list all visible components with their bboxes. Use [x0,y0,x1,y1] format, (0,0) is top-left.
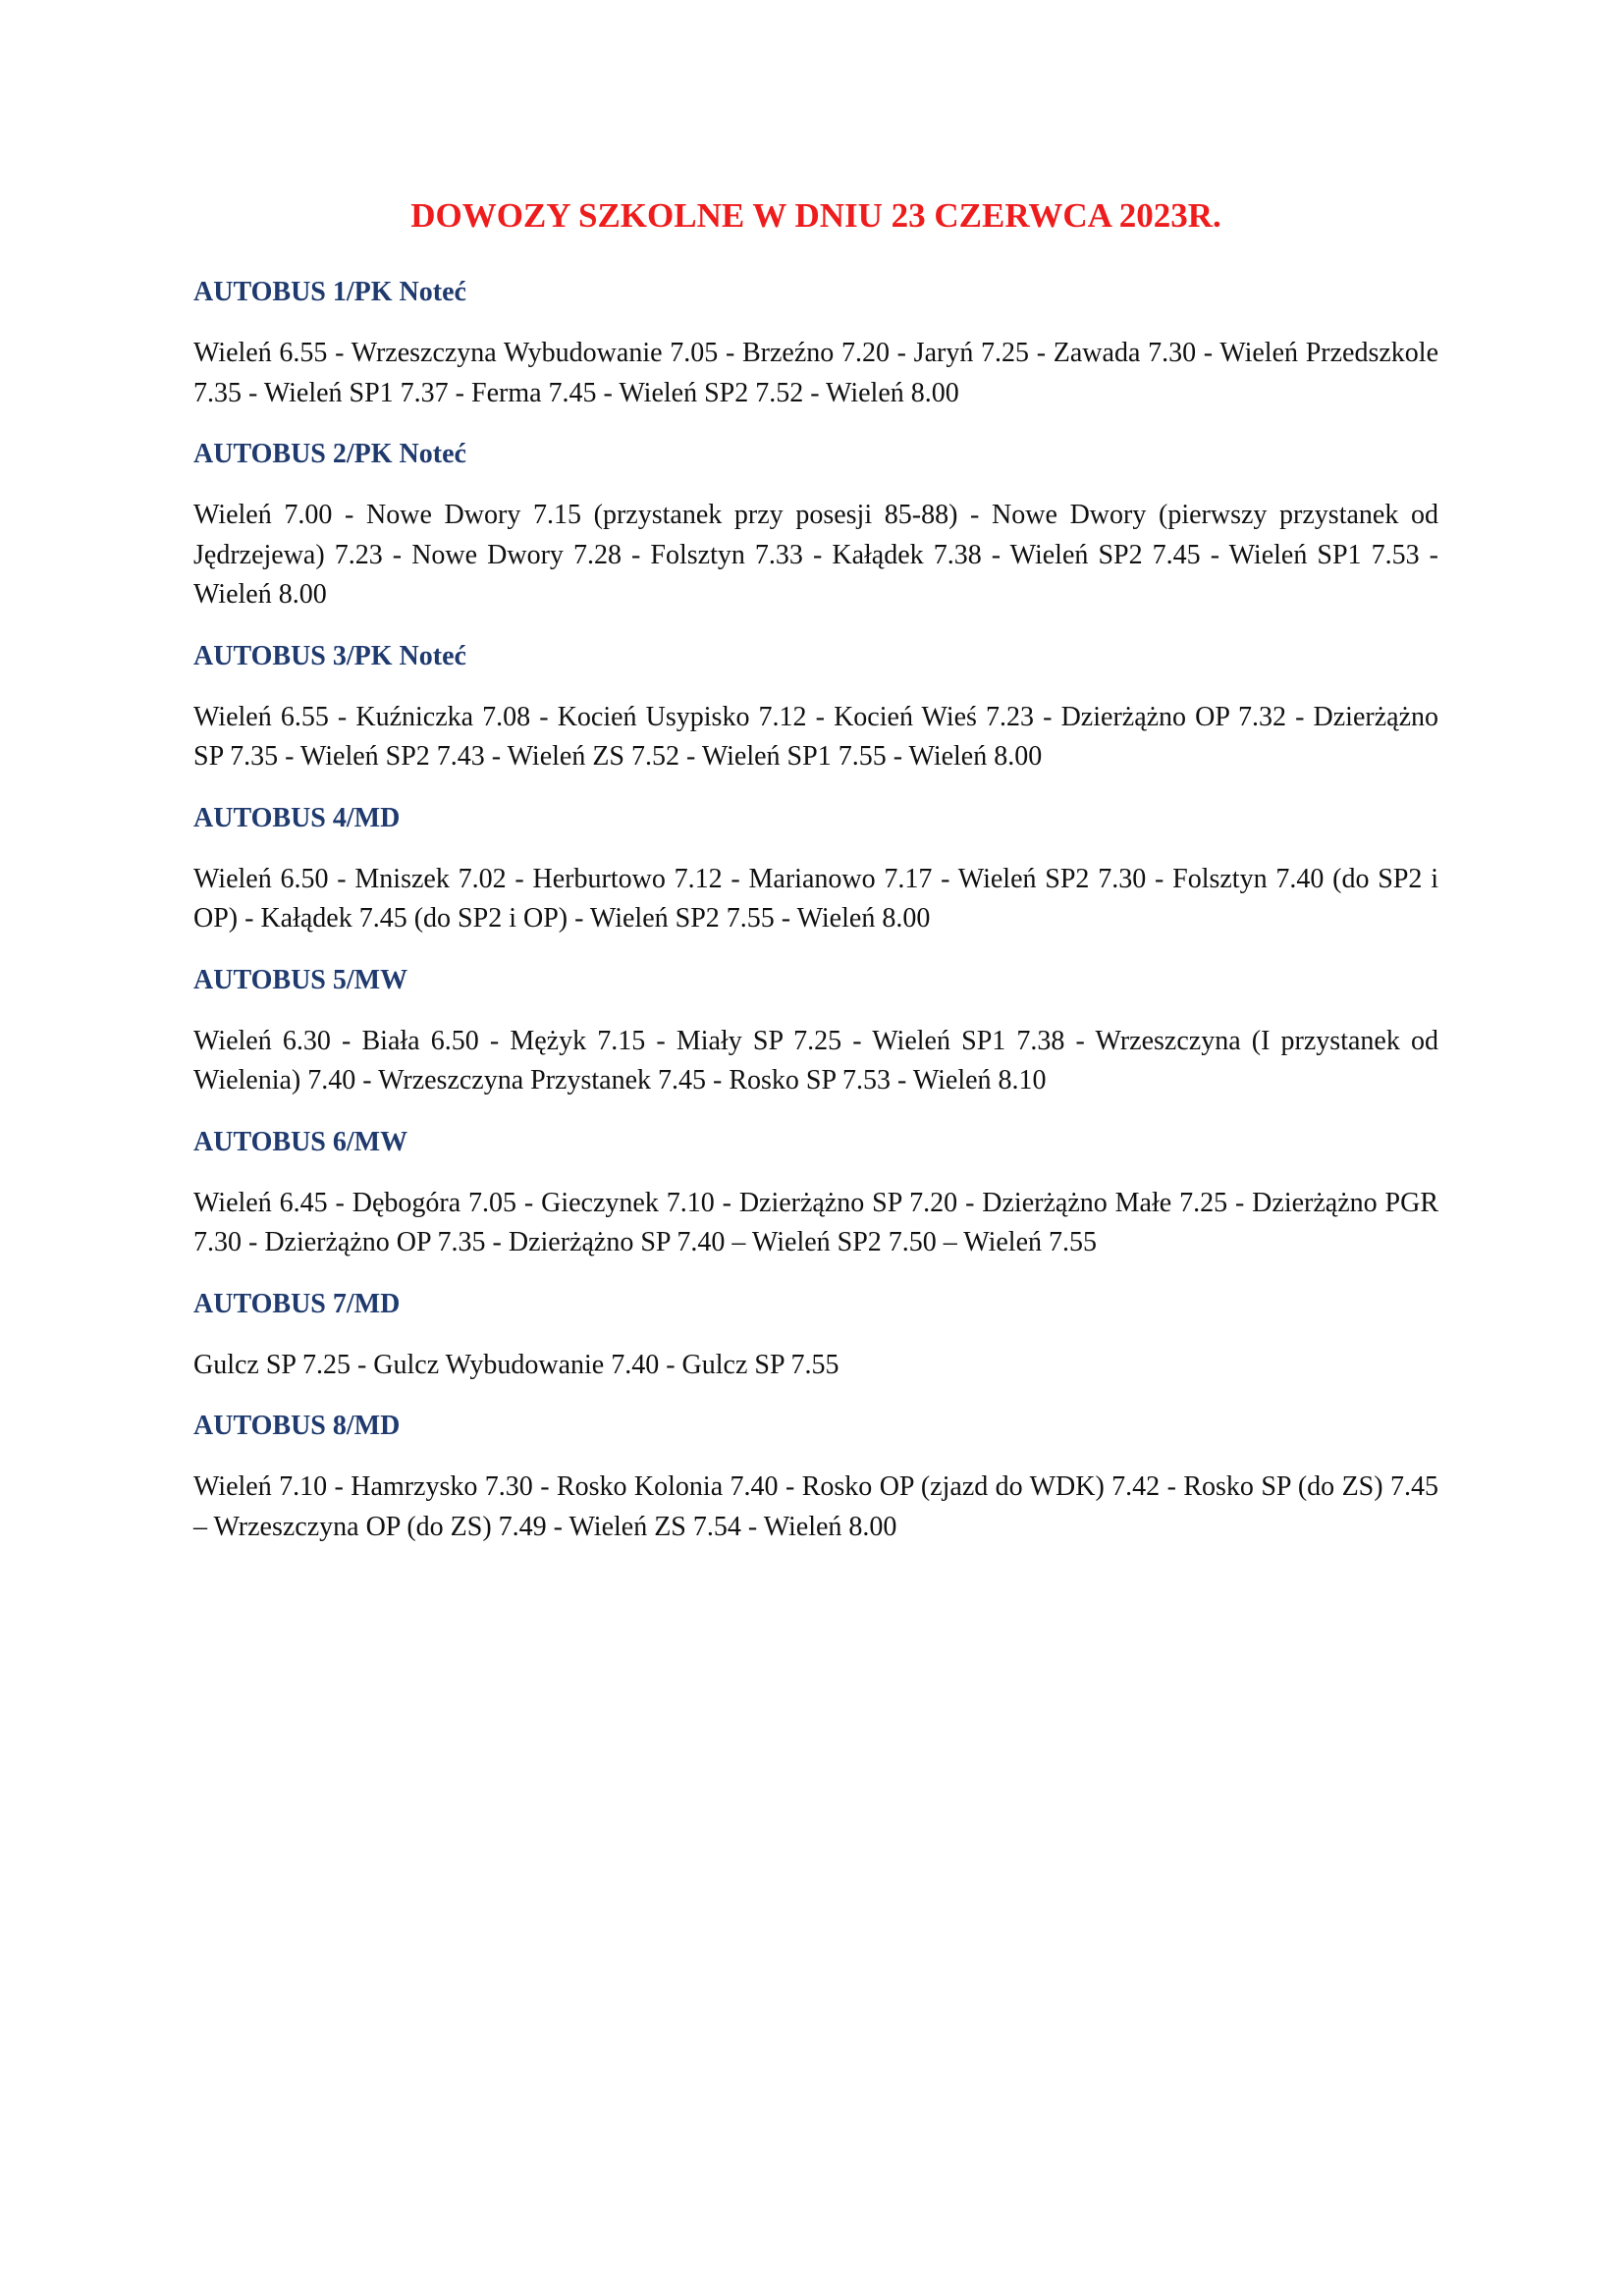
bus-section-2 [193,437,1438,615]
bus-heading: AUTOBUS 4/MD [193,802,401,833]
bus-section-4 [193,801,1438,939]
bus-route: Wieleń 6.50 - Mniszek 7.02 - Herburtowo 7.12 - Marianowo 7.17 - Wieleń SP2 7.30 - Folsztyn 7.40 (do SP2 i OP) - Kałądek 7.45 (do SP2 i OP) - Wieleń SP2 7.55 - Wieleń 8.00 [193,863,1438,934]
bus-heading: AUTOBUS 5/MW [193,964,408,995]
page-title: DOWOZY SZKOLNE W DNIU 23 CZERWCA 2023R. [410,196,1221,235]
bus-route: Wieleń 7.00 - Nowe Dwory 7.15 (przystanek przy posesji 85-88) - Nowe Dwory (pierwszy przystanek od Jędrzejewa) 7.23 - Nowe Dwory 7.28 - Folsztyn 7.33 - Kałądek 7.38 - Wieleń SP2 7.45 - Wieleń SP1 7.53 - Wieleń 8.00 [193,500,1438,610]
bus-route: Wieleń 6.45 - Dębogóra 7.05 - Gieczynek 7.10 - Dzierżążno SP 7.20 - Dzierżążno Małe 7.25 - Dzierżążno PGR 7.30 - Dzierżążno OP 7.35 - Dzierżążno SP 7.40 – Wieleń SP2 7.50 – Wieleń 7.55 [193,1187,1438,1257]
bus-route: Wieleń 6.55 - Wrzeszczyna Wybudowanie 7.05 - Brzeźno 7.20 - Jaryń 7.25 - Zawada 7.30 - Wieleń Przedszkole 7.35 - Wieleń SP1 7.37 - Ferma 7.45 - Wieleń SP2 7.52 - Wieleń 8.00 [193,338,1438,408]
bus-section-3 [193,639,1438,777]
bus-heading: AUTOBUS 1/PK Noteć [193,277,466,307]
bus-heading: AUTOBUS 7/MD [193,1288,401,1319]
bus-route: Wieleń 6.30 - Biała 6.50 - Mężyk 7.15 - Miały SP 7.25 - Wieleń SP1 7.38 - Wrzeszczyna (I przystanek od Wielenia) 7.40 - Wrzeszczyna Przystanek 7.45 - Rosko SP 7.53 - Wieleń 8.10 [193,1025,1438,1095]
bus-route: Wieleń 6.55 - Kuźniczka 7.08 - Kocień Usypisko 7.12 - Kocień Wieś 7.23 - Dzierżążno OP 7.32 - Dzierżążno SP 7.35 - Wieleń SP2 7.43 - Wieleń ZS 7.52 - Wieleń SP1 7.55 - Wieleń 8.00 [193,701,1438,772]
bus-heading: AUTOBUS 2/PK Noteć [193,439,466,469]
bus-heading: AUTOBUS 3/PK Noteć [193,640,466,671]
bus-route: Wieleń 7.10 - Hamrzysko 7.30 - Rosko Kolonia 7.40 - Rosko OP (zjazd do WDK) 7.42 - Rosko SP (do ZS) 7.45 – Wrzeszczyna OP (do ZS) 7.49 - Wieleń ZS 7.54 - Wieleń 8.00 [193,1471,1438,1542]
bus-section-6 [193,1125,1438,1263]
bus-heading: AUTOBUS 6/MW [193,1126,408,1157]
document-page [193,187,1438,1571]
bus-section-7 [193,1287,1438,1386]
bus-section-1 [193,275,1438,413]
bus-section-5 [193,963,1438,1101]
bus-heading: AUTOBUS 8/MD [193,1411,401,1441]
bus-route: Gulcz SP 7.25 - Gulcz Wybudowanie 7.40 - Gulcz SP 7.55 [193,1349,839,1380]
bus-section-8 [193,1409,1438,1547]
